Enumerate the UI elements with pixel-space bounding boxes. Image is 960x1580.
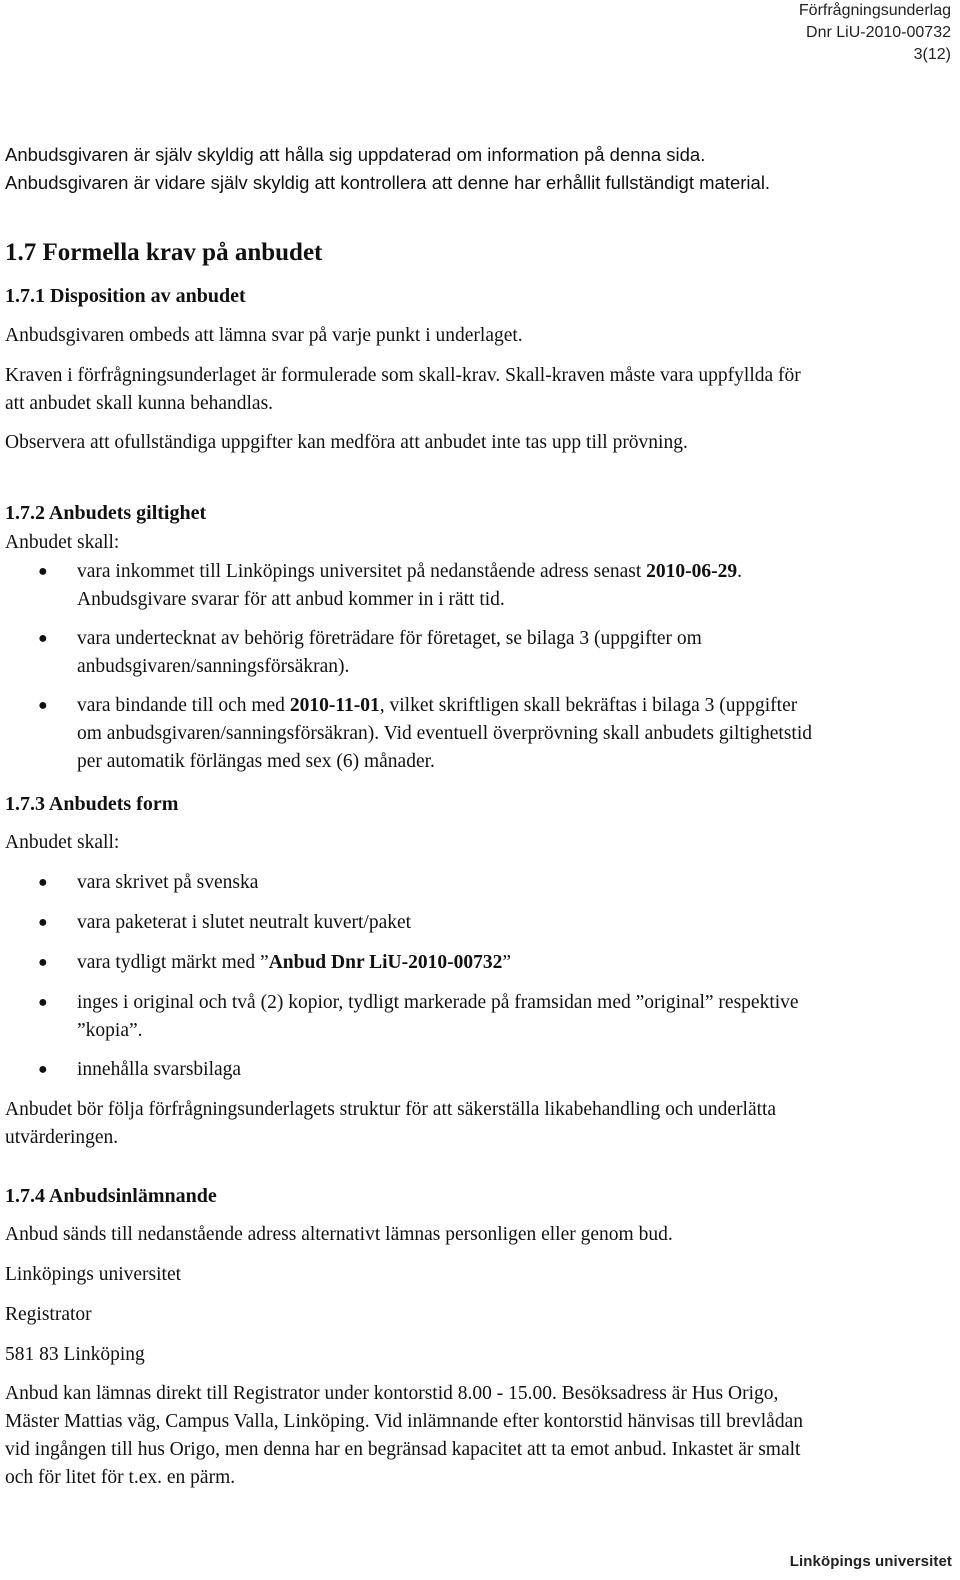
bullet-icon: ● xyxy=(38,954,48,971)
list-item: ● vara tydligt märkt med ”Anbud Dnr LiU-2010-00732” xyxy=(5,949,825,977)
list-item: ● vara bindande till och med 2010-11-01, vilket skriftligen skall bekräftas i bilaga 3 (uppgifter om anbudsgivaren/sanningsförsäkran). Vid eventuell överprövning skall anbudets giltighetstid per automatik förlängas med sex (6) månader. xyxy=(5,692,825,776)
list-item: ● innehålla svarsbilaga xyxy=(5,1056,825,1084)
bullet-icon: ● xyxy=(38,874,48,891)
section-1-7-2-heading: 1.7.2 Anbudets giltighet xyxy=(5,502,207,524)
document-reference: Dnr LiU-2010-00732 xyxy=(806,24,951,41)
list-item: ● vara inkommet till Linköpings universitet på nedanstående adress senast 2010-06-29. Anbudsgivare svarar för att anbud kommer in i rätt tid. xyxy=(5,558,825,614)
disposition-paragraph-3: Observera att ofullständiga uppgifter kan medföra att anbudet inte tas upp till prövning. xyxy=(5,432,688,453)
submission-paragraph-2: Anbud kan lämnas direkt till Registrator under kontorstid 8.00 - 15.00. Besöksadress är Hus Origo, Mäster Mattias väg, Campus Valla, Linköping. Vid inlämnande efter kontorstid hänvisas till brevlådan vid ingången till hus Origo, men denna har en begränsad kapacitet att ta emot anbud. Inkastet är smalt och för litet för t.ex. en pärm. xyxy=(5,1383,803,1488)
disposition-paragraph-1: Anbudsgivaren ombeds att lämna svar på varje punkt i underlaget. xyxy=(5,325,523,346)
bullet-icon: ● xyxy=(38,630,48,647)
bullet-icon: ● xyxy=(38,563,48,580)
deadline-date: 2010-06-29 xyxy=(646,561,738,582)
disposition-paragraph-2: Kraven i förfrågningsunderlaget är formulerade som skall-krav. Skall-kraven måste vara uppfyllda för att anbudet skall kunna behandlas. xyxy=(5,365,801,414)
address-line-1: Linköpings universitet xyxy=(5,1264,182,1285)
bullet-icon: ● xyxy=(38,697,48,714)
address-line-3: 581 83 Linköping xyxy=(5,1344,145,1365)
section-1-7-heading: 1.7 Formella krav på anbudet xyxy=(5,239,323,266)
bullet-icon: ● xyxy=(38,994,48,1011)
address-line-2: Registrator xyxy=(5,1304,92,1325)
bullet-icon: ● xyxy=(38,914,48,931)
list-item: ● vara paketerat i slutet neutralt kuvert/paket xyxy=(5,909,825,937)
list-item: ● vara skrivet på svenska xyxy=(5,869,825,897)
list-item: ● vara undertecknat av behörig företrädare för företaget, se bilaga 3 (uppgifter om anbudsgivaren/sanningsförsäkran). xyxy=(5,625,825,681)
page-number: 3(12) xyxy=(913,46,951,63)
section-1-7-1-heading: 1.7.1 Disposition av anbudet xyxy=(5,285,246,307)
document-type: Förfrågningsunderlag xyxy=(798,2,951,19)
submission-paragraph-1: Anbud sänds till nedanstående adress alternativt lämnas personligen eller genom bud. xyxy=(5,1224,673,1245)
intro-paragraph: Anbudsgivaren är själv skyldig att hålla sig uppdaterad om information på denna sida. Anbudsgivaren är vidare själv skyldig att kontrollera att denne har erhållit fullständigt material. xyxy=(5,144,771,193)
list-item: ● inges i original och två (2) kopior, tydligt markerade på framsidan med ”original” respektive ”kopia”. xyxy=(5,989,825,1045)
form-closing-paragraph: Anbudet bör följa förfrågningsunderlagets struktur för att säkerställa likabehandling och underlätta utvärderingen. xyxy=(5,1099,777,1148)
form-lead: Anbudet skall: xyxy=(5,832,120,853)
university-logo: Linköpings universitet xyxy=(789,1553,952,1570)
bullet-icon: ● xyxy=(38,1061,48,1078)
section-1-7-3-heading: 1.7.3 Anbudets form xyxy=(5,793,179,815)
section-1-7-4-heading: 1.7.4 Anbudsinlämnande xyxy=(5,1185,217,1207)
marking-label: Anbud Dnr LiU-2010-00732 xyxy=(268,952,503,973)
validity-lead: Anbudet skall: xyxy=(5,532,120,553)
binding-date: 2010-11-01 xyxy=(289,695,380,716)
page-header xyxy=(799,0,951,66)
